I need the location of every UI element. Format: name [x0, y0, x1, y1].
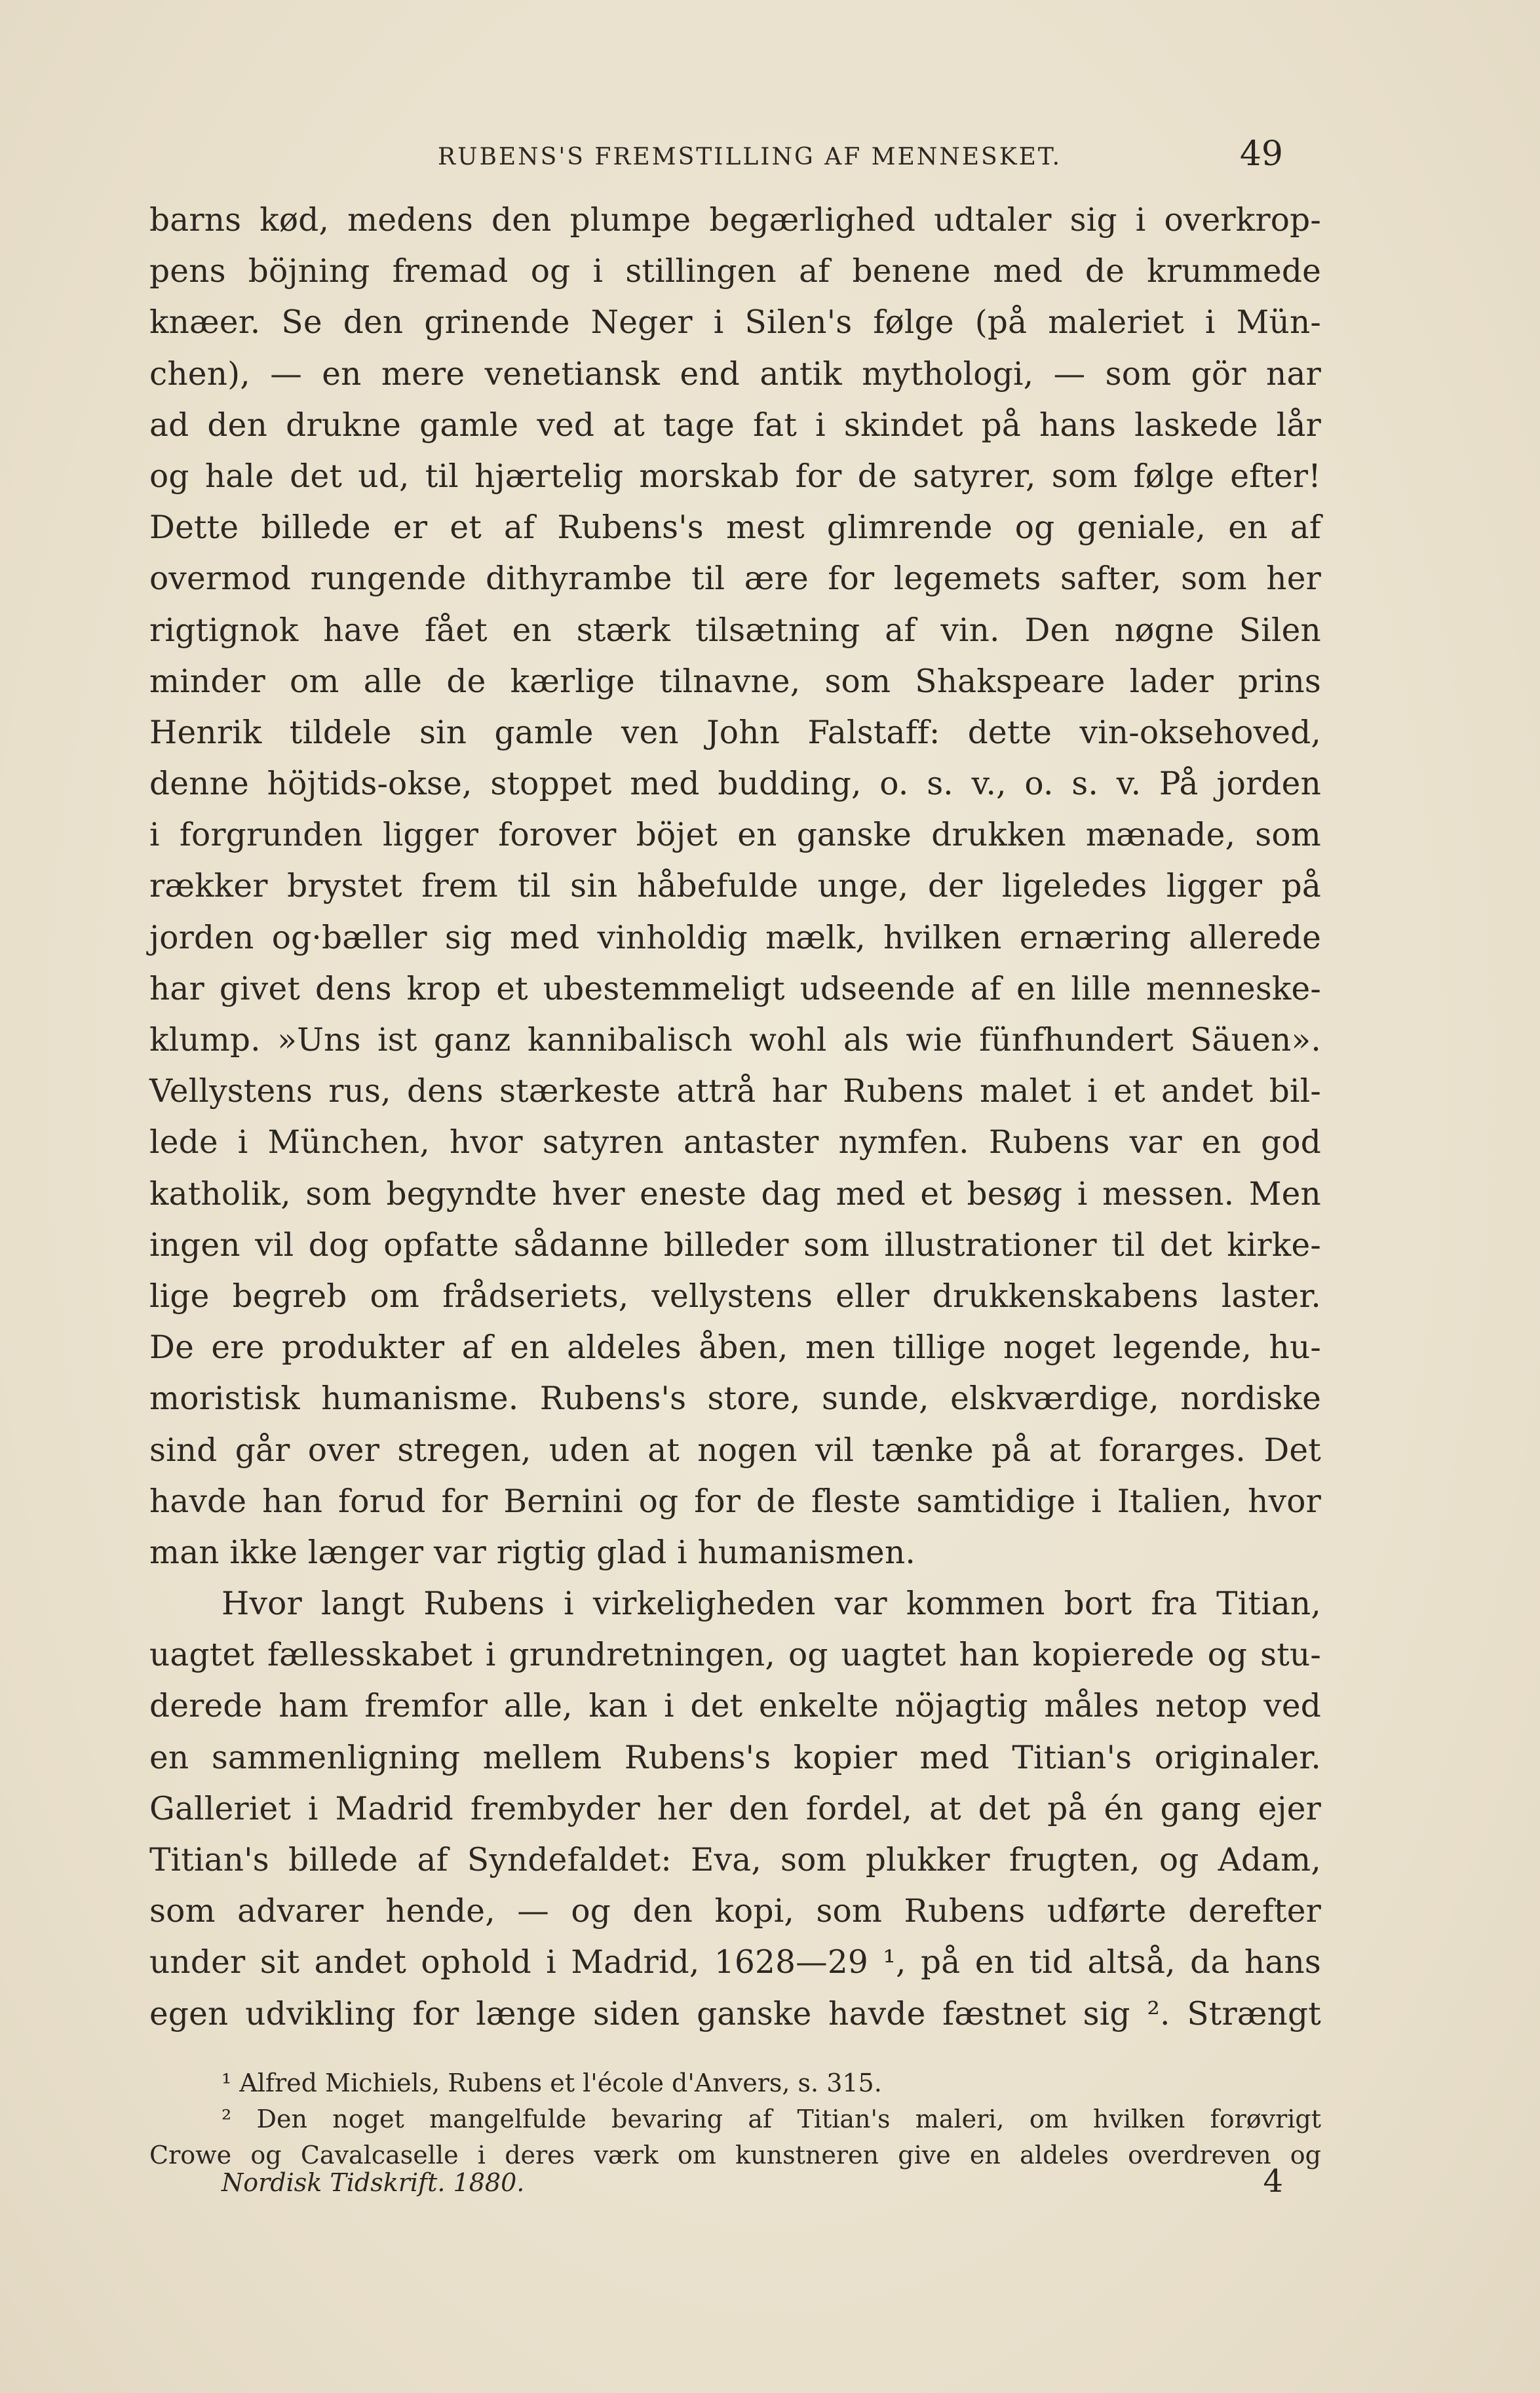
- text-line: Henrik tildele sin gamle ven John Falstaff: dette vin-oksehoved,: [149, 714, 1321, 751]
- text-line: en sammenligning mellem Rubens's kopier med Titian's originaler.: [149, 1739, 1321, 1776]
- text-line: rigtignok have fået en stærk tilsætning af vin. Den nøgne Silen: [149, 612, 1321, 649]
- text-line: klump. »Uns ist ganz kannibalisch wohl als wie fünfhundert Säuen».: [149, 1022, 1321, 1059]
- text-line: barns kød, medens den plumpe begærlighed udtaler sig i overkrop-: [149, 202, 1321, 239]
- text-line: man ikke længer var rigtig glad i humanismen.: [149, 1534, 915, 1571]
- text-line: De ere produkter af en aldeles åben, men tillige noget legende, hu-: [149, 1329, 1321, 1367]
- footnotes: [149, 2065, 1321, 2173]
- text-line: Hvor langt Rubens i virkeligheden var kommen bort fra Titian,: [221, 1586, 1321, 1623]
- text-line: havde han forud for Bernini og for de fleste samtidige i Italien, hvor: [149, 1483, 1321, 1520]
- text-line: denne höjtids-okse, stoppet med budding, o. s. v., o. s. v. På jorden: [149, 766, 1321, 803]
- text-line: og hale det ud, til hjærtelig morskab for de satyrer, som følge efter!: [149, 457, 1321, 495]
- text-line: chen), — en mere venetiansk end antik mythologi, — som gör nar: [149, 355, 1321, 393]
- text-line: moristisk humanisme. Rubens's store, sunde, elskværdige, nordiske: [149, 1380, 1321, 1418]
- footnote-2-continued: Crowe og Cavalcaselle i deres værk om kunstneren give en aldeles overdreven og: [149, 2141, 1321, 2169]
- text-line: ingen vil dog opfatte sådanne billeder som illustrationer til det kirke-: [149, 1226, 1321, 1264]
- text-line: som advarer hende, — og den kopi, som Rubens udførte derefter: [149, 1893, 1321, 1930]
- running-header: [149, 134, 1283, 174]
- signature-line: [149, 2163, 1283, 2202]
- text-line: katholik, som begyndte hver eneste dag med et besøg i messen. Men: [149, 1175, 1321, 1213]
- journal-imprint: Nordisk Tidskrift. 1880.: [221, 2168, 525, 2197]
- text-line: lede i München, hvor satyren antaster nymfen. Rubens var en god: [149, 1124, 1321, 1161]
- text-line: uagtet fællesskabet i grundretningen, og uagtet han kopierede og stu-: [149, 1637, 1321, 1674]
- text-line: under sit andet ophold i Madrid, 1628—29 ¹, på en tid altså, da hans: [149, 1944, 1321, 1981]
- footnote-2: ² Den noget mangelfulde bevaring af Titian's maleri, om hvilken forøvrigt: [221, 2105, 1321, 2133]
- text-line: ad den drukne gamle ved at tage fat i skindet på hans laskede lår: [149, 406, 1321, 444]
- text-line: Galleriet i Madrid frembyder her den fordel, at det på én gang ejer: [149, 1790, 1321, 1827]
- text-line: har givet dens krop et ubestemmeligt udseende af en lille menneske-: [149, 970, 1321, 1007]
- text-line: Titian's billede af Syndefaldet: Eva, som plukker frugten, og Adam,: [149, 1842, 1321, 1878]
- text-line: sind går over stregen, uden at nogen vil tænke på at forarges. Det: [149, 1431, 1321, 1469]
- running-title: RUBENS'S FREMSTILLING AF MENNESKET.: [438, 144, 1062, 170]
- text-line: i forgrunden ligger forover böjet en ganske drukken mænade, som: [149, 817, 1321, 854]
- page-number: 49: [1239, 134, 1283, 174]
- footnote-1: ¹ Alfred Michiels, Rubens et l'école d'Anvers, s. 315.: [221, 2069, 882, 2097]
- text-line: derede ham fremfor alle, kan i det enkelte nöjagtig måles netop ved: [149, 1688, 1321, 1725]
- body-text: [149, 195, 1321, 2040]
- text-line: Vellystens rus, dens stærkeste attrå har Rubens malet i et andet bil-: [149, 1073, 1321, 1110]
- text-line: minder om alle de kærlige tilnavne, som Shakspeare lader prins: [149, 663, 1321, 700]
- text-line: jorden og·bæller sig med vinholdig mælk, hvilken ernæring allerede: [149, 919, 1321, 956]
- printer-signature-mark: 4: [1263, 2163, 1283, 2200]
- text-line: lige begreb om frådseriets, vellystens eller drukkenskabens laster.: [149, 1277, 1321, 1315]
- text-line: Dette billede er et af Rubens's mest glimrende og geniale, en af: [149, 509, 1321, 547]
- text-line: overmod rungende dithyrambe til ære for legemets safter, som her: [149, 560, 1321, 598]
- text-line: egen udvikling for længe siden ganske havde fæstnet sig ². Strængt: [149, 1995, 1321, 2033]
- text-line: knæer. Se den grinende Neger i Silen's følge (på maleriet i Mün-: [149, 304, 1321, 341]
- text-line: pens böjning fremad og i stillingen af benene med de krummede: [149, 253, 1321, 290]
- text-line: rækker brystet frem til sin håbefulde unge, der ligeledes ligger på: [149, 868, 1321, 905]
